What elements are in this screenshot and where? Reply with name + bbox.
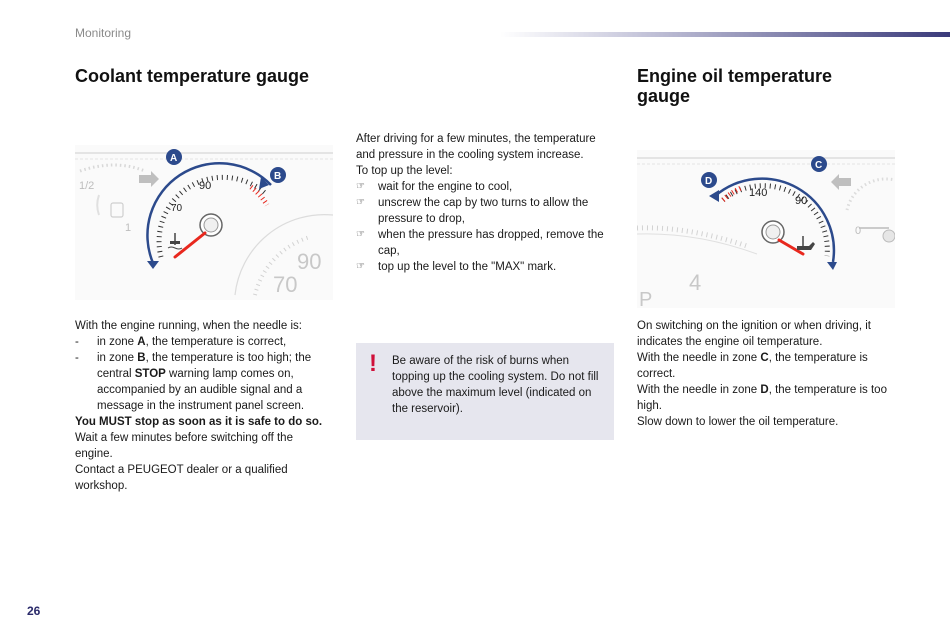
pointing-hand-icon: ☞ — [356, 197, 365, 208]
must-stop-text: You MUST stop as soon as it is safe to do so. — [75, 416, 323, 428]
bg-zero-label: 0 — [855, 225, 862, 237]
bg-half-label: 1/2 — [79, 180, 95, 192]
bg-70-label: 70 — [273, 272, 298, 297]
bg-90-label: 90 — [297, 249, 322, 274]
coolant-intro: With the engine running, when the needle is: — [75, 320, 302, 332]
list-item: ☞ unscrew the cap by two turns to allow the pressure to drop, — [356, 197, 589, 225]
list-item: - in zone A, the temperature is correct, — [75, 336, 287, 348]
zone-b-label: B — [274, 171, 282, 182]
zone-b-marker — [270, 167, 286, 183]
bg-four-label: 4 — [689, 270, 702, 295]
oil-scale-140: 140 — [749, 187, 768, 199]
topup-intro-2: To top up the level: — [356, 165, 453, 177]
oil-p2: With the needle in zone C, the temperature is correct. — [637, 352, 868, 380]
list-item: ☞ top up the level to the "MAX" mark. — [356, 261, 557, 273]
pointing-hand-icon: ☞ — [356, 261, 365, 272]
coolant-description — [75, 318, 330, 494]
topup-description — [356, 131, 614, 275]
oil-title: Engine oil temperature gauge — [637, 66, 833, 106]
zone-a-label: A — [170, 153, 178, 164]
list-item: ☞ when the pressure has dropped, remove the cap, — [356, 229, 604, 257]
list-item: ☞ wait for the engine to cool, — [356, 181, 513, 193]
oil-p3: With the needle in zone D, the temperature is too high. — [637, 384, 887, 412]
section-label: Monitoring — [75, 26, 132, 40]
zone-c-label: C — [815, 160, 823, 171]
bg-one-label: 1 — [125, 222, 132, 234]
contact-text: Contact a PEUGEOT dealer or a qualified workshop. — [75, 464, 288, 492]
page-number: 26 — [27, 604, 41, 618]
coolant-scale-70: 70 — [171, 203, 183, 214]
oil-gauge-illustration — [637, 150, 895, 308]
coolant-gauge-illustration — [75, 145, 333, 300]
header-rule — [500, 32, 950, 37]
oil-description — [637, 318, 897, 430]
pointing-hand-icon: ☞ — [356, 229, 365, 240]
oil-p4: Slow down to lower the oil temperature. — [637, 416, 839, 428]
zone-d-marker — [701, 172, 717, 188]
warning-text: Be aware of the risk of burns when topping up the cooling system. Do not fill above the maximum level (indicated on the reservoir). — [392, 355, 599, 415]
zone-a-marker — [166, 149, 182, 165]
zone-c-marker — [811, 156, 827, 172]
oil-p1: On switching on the ignition or when driving, it indicates the engine oil temperature. — [637, 320, 871, 348]
list-item: - in zone B, the temperature is too high; the central STOP warning lamp comes on, accompanied by an audible signal and a message in the instrument panel screen. — [75, 352, 312, 412]
oil-scale-90: 90 — [795, 195, 808, 207]
zone-d-label: D — [705, 176, 713, 187]
coolant-title: Coolant temperature gauge — [75, 66, 310, 86]
coolant-scale-90: 90 — [199, 180, 212, 192]
warning-icon: ! — [369, 350, 377, 377]
wait-text: Wait a few minutes before switching off the engine. — [75, 432, 293, 460]
warning-box — [356, 343, 614, 440]
topup-intro: After driving for a few minutes, the temperature and pressure in the cooling system increase. — [356, 133, 596, 161]
bg-p-label: P — [639, 289, 653, 308]
pointing-hand-icon: ☞ — [356, 181, 365, 192]
